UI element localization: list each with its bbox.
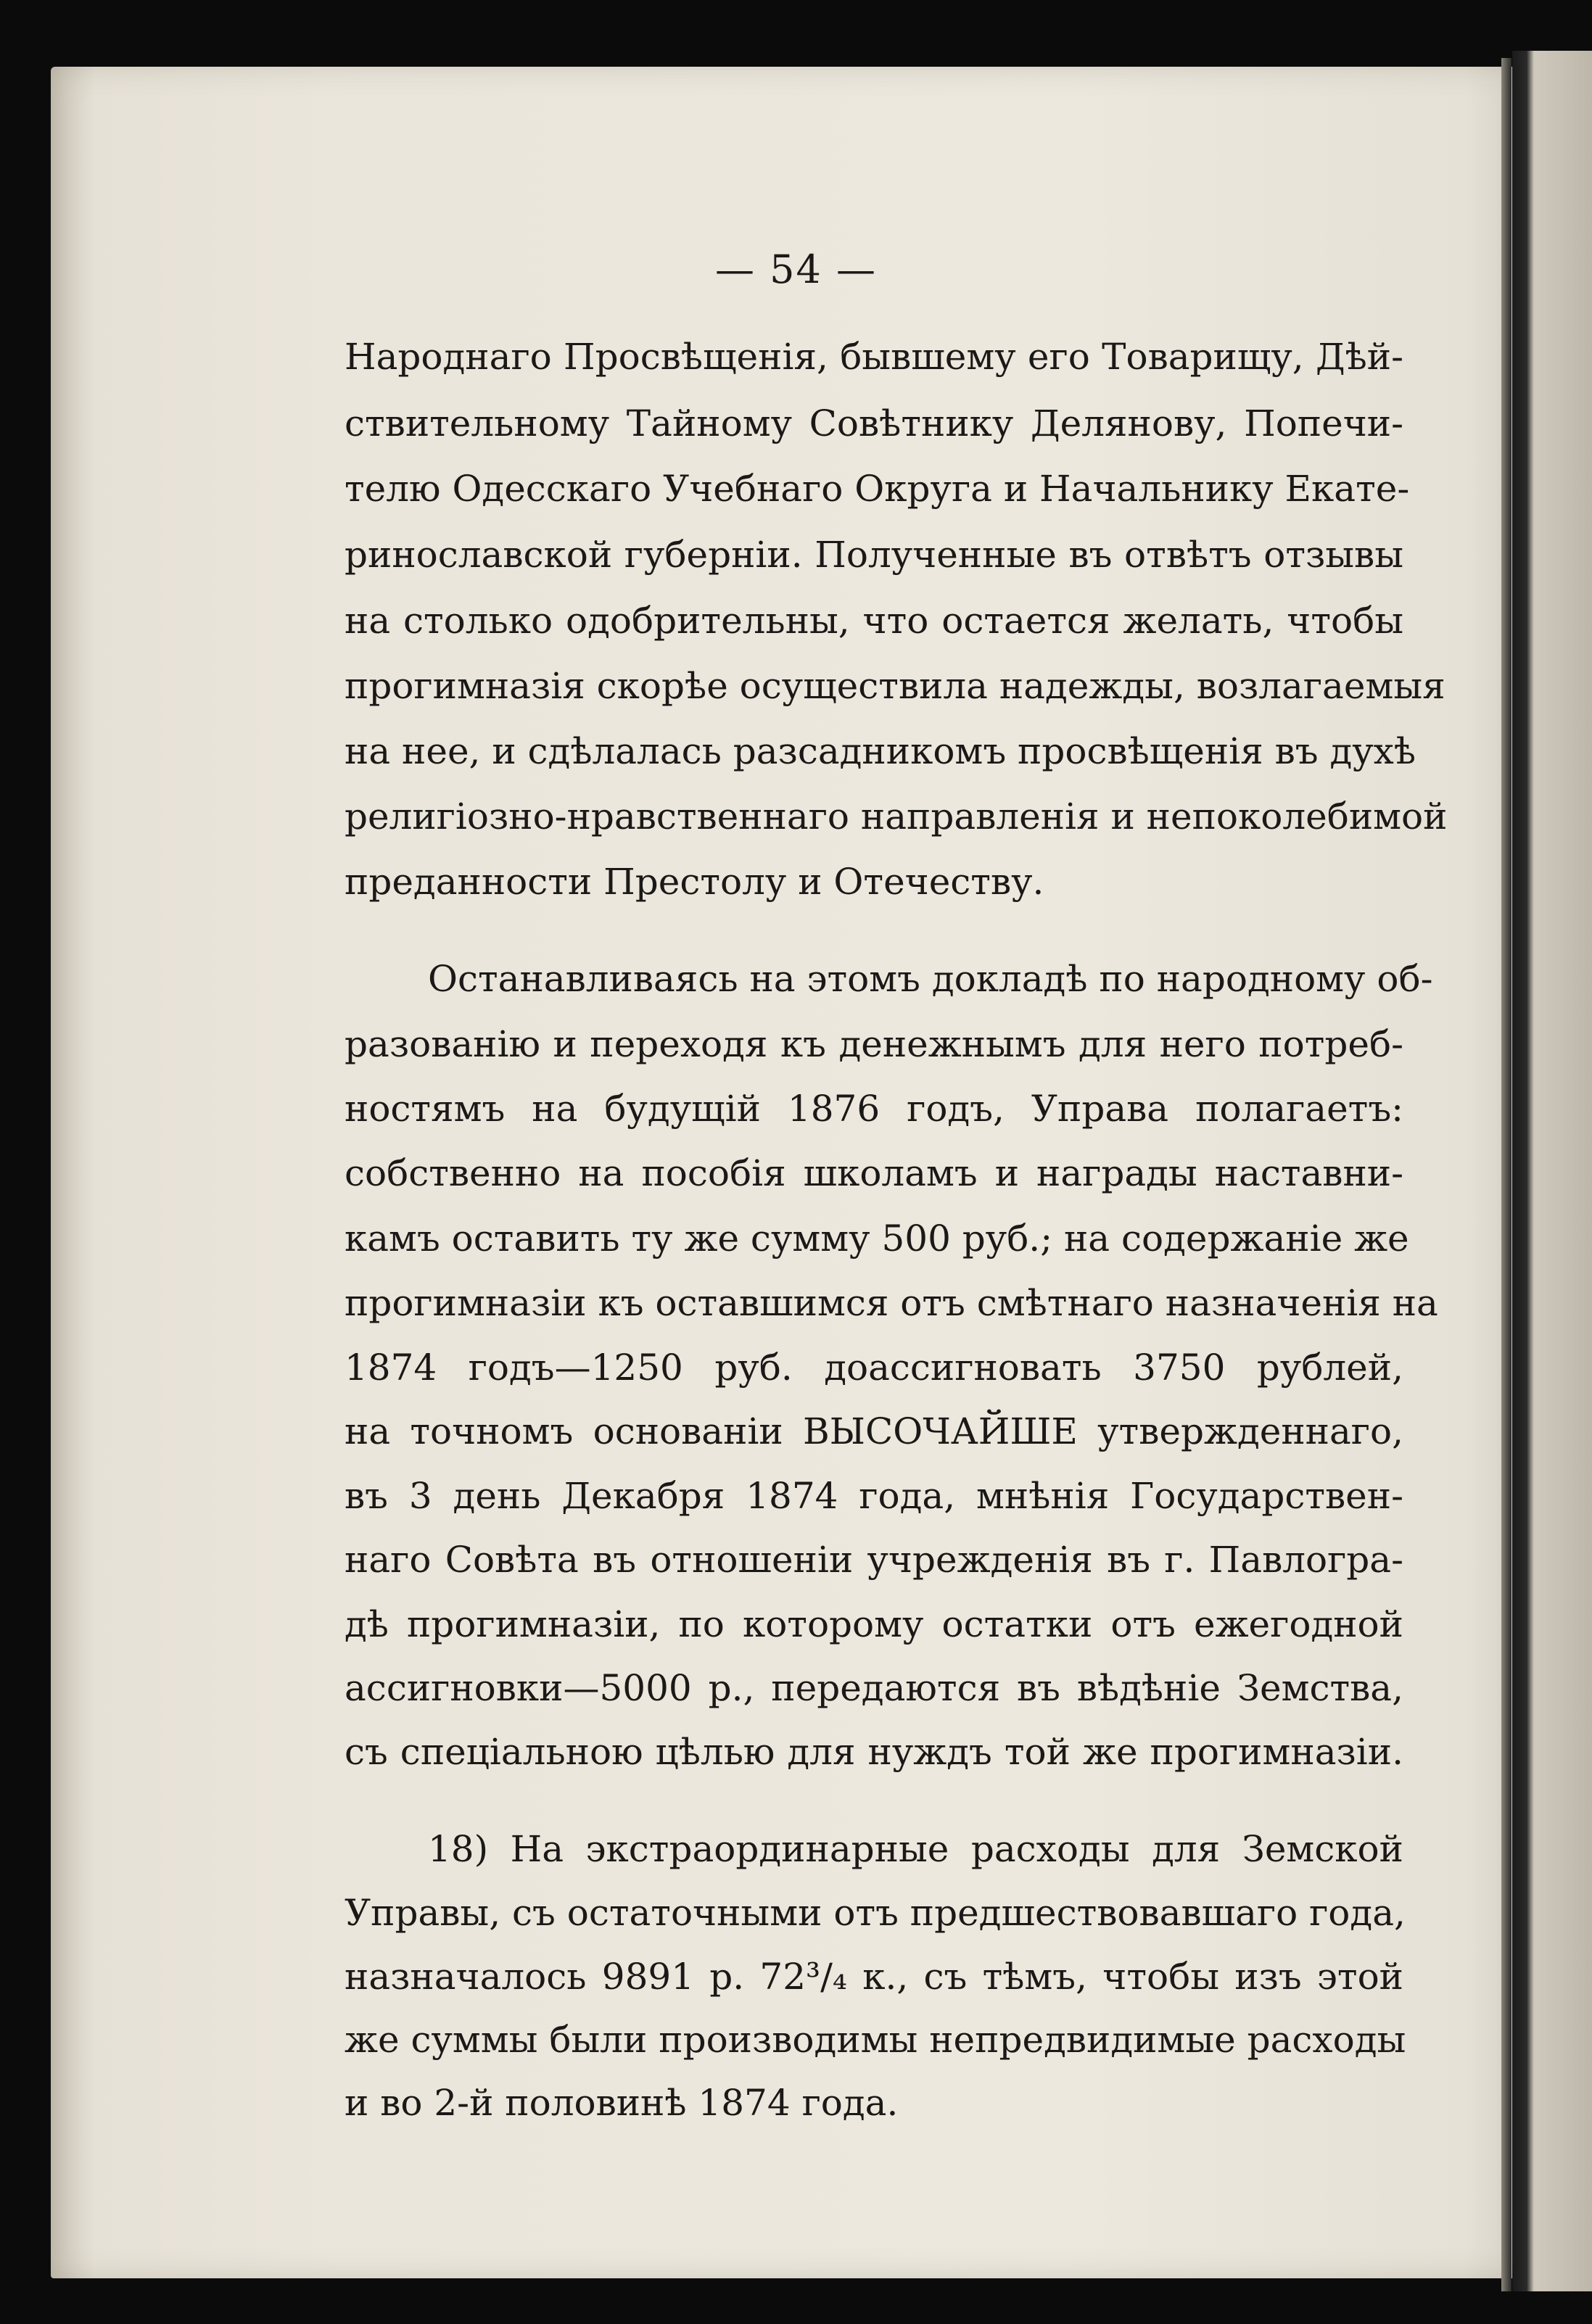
text-line: на столько одобрительны, что остается желать, чтобы [345, 600, 1403, 642]
text-line: ассигновки—5000 р., передаются въ вѣдѣніе Земства, [345, 1667, 1403, 1709]
text-line: и во 2-й половинѣ 1874 года. [345, 2082, 899, 2124]
text-line: на нее, и сдѣлалась разсадникомъ просвѣщенія въ духѣ [345, 730, 1416, 772]
text-line: телю Одесскаго Учебнаго Округа и Начальнику Екате- [345, 468, 1410, 510]
page-number: — 54 — [714, 247, 878, 292]
text-line: ринославской губерніи. Полученные въ отвѣтъ отзывы [345, 534, 1403, 576]
text-line: религіозно-нравственнаго направленія и непоколебимой [345, 795, 1448, 838]
text-line: прогимназія скорѣе осуществила надежды, возлагаемыя [345, 665, 1445, 707]
text-line: 18) На экстраординарные расходы для Земской [428, 1828, 1403, 1870]
text-line: разованію и переходя къ денежнымъ для него потреб- [345, 1023, 1403, 1065]
text-line: прогимназіи къ оставшимся отъ смѣтнаго назначенія на [345, 1282, 1438, 1324]
page-gutter [1501, 58, 1511, 2291]
text-line: ствительному Тайному Совѣтнику Делянову, Попечи- [345, 402, 1403, 444]
text-line: Управы, съ остаточными отъ предшествовавшаго года, [345, 1892, 1406, 1934]
text-line: преданности Престолу и Отечеству. [345, 861, 1044, 903]
text-line: наго Совѣта въ отношеніи учрежденія въ г. Павлогра- [345, 1539, 1403, 1581]
text-line: въ 3 день Декабря 1874 года, мнѣнія Государствен- [345, 1475, 1403, 1517]
text-line: 1874 годъ—1250 руб. доассигновать 3750 рублей, [345, 1347, 1403, 1389]
text-line: собственно на пособія школамъ и награды наставни- [345, 1152, 1403, 1194]
text-line: на точномъ основаніи ВЫСОЧАЙШЕ утвержденнаго, [345, 1410, 1403, 1452]
text-line: Останавливаясь на этомъ докладѣ по народному об- [428, 958, 1433, 1000]
next-page-edge [1512, 51, 1592, 2291]
text-line: же суммы были производимы непредвидимые расходы [345, 2019, 1406, 2061]
text-line: дѣ прогимназіи, по которому остатки отъ ежегодной [345, 1603, 1403, 1645]
text-line: Народнаго Просвѣщенія, бывшему его Товарищу, Дѣй- [345, 336, 1403, 378]
text-line: съ спеціальною цѣлью для нуждъ той же прогимназіи. [345, 1731, 1403, 1773]
text-line: камъ оставить ту же сумму 500 руб.; на содержаніе же [345, 1217, 1409, 1260]
text-line: ностямъ на будущій 1876 годъ, Управа полагаетъ: [345, 1088, 1403, 1130]
text-line: назначалось 9891 р. 72³/₄ к., съ тѣмъ, чтобы изъ этой [345, 1956, 1403, 1998]
